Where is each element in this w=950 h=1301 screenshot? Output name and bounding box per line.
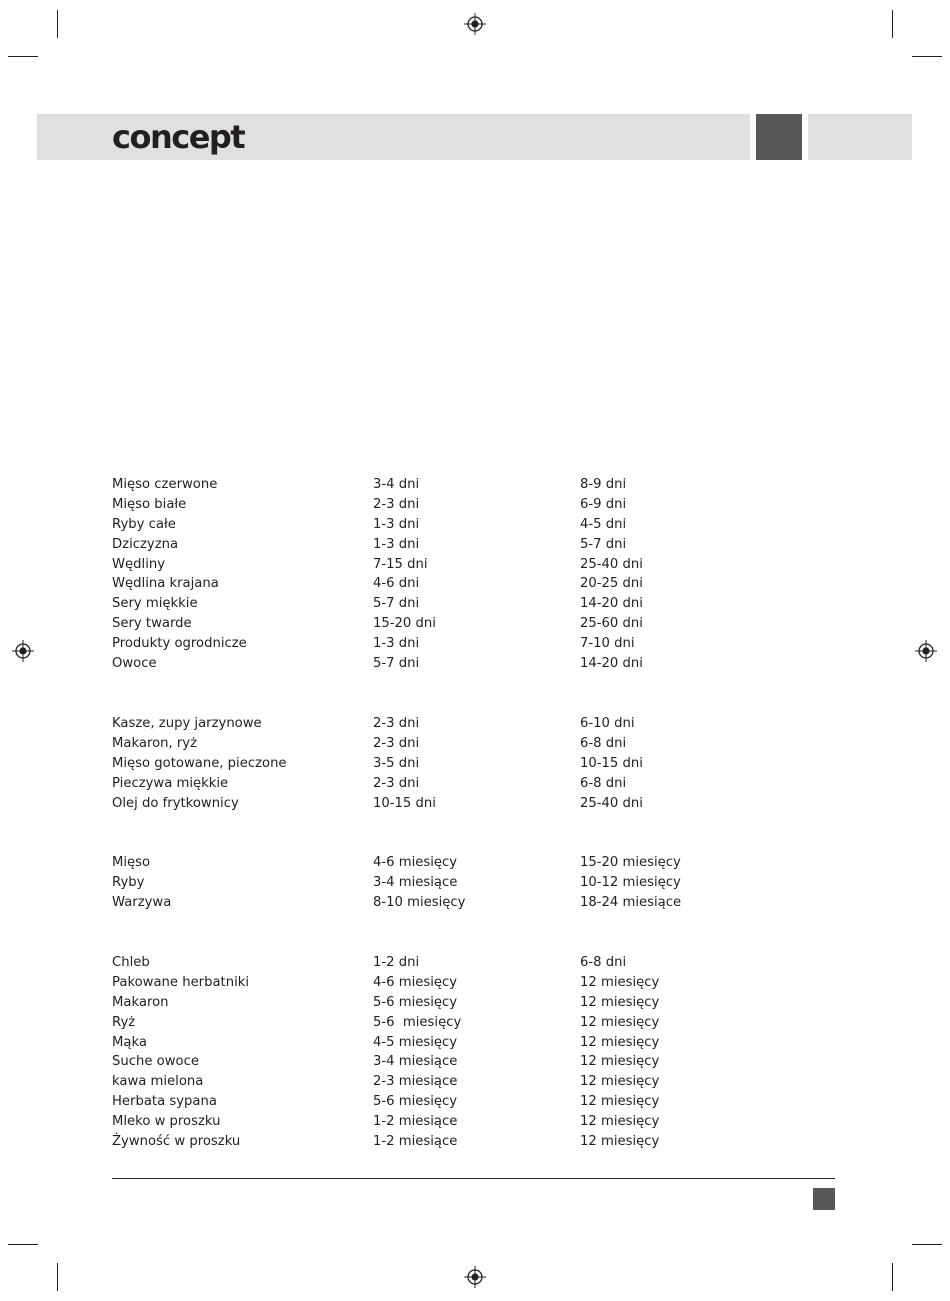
food-name: Mięso gotowane, pieczone	[112, 755, 287, 771]
food-name: Makaron	[112, 994, 169, 1010]
fridge-time: 15-20 dni	[373, 616, 436, 632]
table-row	[0, 475, 950, 495]
food-name: Ryby całe	[112, 516, 176, 532]
crop-mark	[8, 1244, 38, 1245]
crop-mark	[892, 10, 893, 38]
table-row	[0, 594, 950, 614]
table-row	[0, 973, 950, 993]
table-row	[0, 614, 950, 634]
food-name: Sery miękkie	[112, 596, 198, 612]
fridge-time: 3-5 dni	[373, 755, 420, 771]
fridge-time: 1-3 dni	[373, 516, 420, 532]
brand-logo: concept	[112, 118, 245, 156]
food-name: Żywność w proszku	[112, 1134, 241, 1150]
food-name: Produkty ogrodnicze	[112, 636, 247, 652]
vacuum-time: 6-8 dni	[580, 735, 627, 751]
vacuum-time: 8-9 dni	[580, 477, 627, 492]
food-name: Warzywa	[112, 894, 172, 910]
vacuum-time: 12 miesięcy	[580, 1014, 660, 1030]
table-row	[0, 1072, 950, 1092]
fridge-time: 1-3 dni	[373, 536, 420, 552]
vacuum-time: 6-10 dni	[580, 716, 635, 731]
food-name: Suche owoce	[112, 1054, 199, 1070]
header-tab	[756, 114, 802, 160]
table-row	[0, 774, 950, 794]
food-name: Mięso	[112, 855, 151, 870]
fridge-time: 5-6 miesięcy	[373, 994, 458, 1010]
storage-table-group	[0, 714, 950, 813]
table-row	[0, 754, 950, 774]
vacuum-time: 4-5 dni	[580, 516, 627, 532]
table-row	[0, 853, 950, 873]
table-row	[0, 873, 950, 893]
vacuum-time: 6-8 dni	[580, 955, 627, 970]
fridge-time: 4-6 miesięcy	[373, 855, 458, 870]
fridge-time: 3-4 miesiące	[373, 1054, 458, 1070]
vacuum-time: 20-25 dni	[580, 576, 643, 592]
fridge-time: 2-3 dni	[373, 775, 420, 791]
vacuum-time: 14-20 dni	[580, 656, 643, 672]
food-name: Herbata sypana	[112, 1094, 217, 1110]
table-row	[0, 953, 950, 973]
fridge-time: 4-5 miesięcy	[373, 1034, 458, 1050]
fridge-time: 1-3 dni	[373, 636, 420, 652]
vacuum-time: 6-9 dni	[580, 496, 627, 512]
food-name: Makaron, ryż	[112, 735, 198, 751]
food-name: Pieczywa miękkie	[112, 775, 229, 791]
food-name: Dziczyzna	[112, 536, 179, 552]
vacuum-time: 25-60 dni	[580, 616, 643, 632]
table-row	[0, 734, 950, 754]
fridge-time: 5-6 miesięcy	[373, 1014, 462, 1030]
registration-mark-icon	[464, 1266, 486, 1288]
fridge-time: 5-6 miesięcy	[373, 1094, 458, 1110]
food-name: Wędliny	[112, 556, 166, 572]
fridge-time: 4-6 miesięcy	[373, 974, 458, 990]
vacuum-time: 12 miesięcy	[580, 1134, 660, 1150]
food-name: Sery twarde	[112, 616, 192, 632]
vacuum-time: 5-7 dni	[580, 536, 627, 552]
table-row	[0, 1112, 950, 1132]
table-row	[0, 495, 950, 515]
fridge-time: 3-4 dni	[373, 477, 420, 492]
table-row	[0, 555, 950, 575]
vacuum-time: 25-40 dni	[580, 556, 643, 572]
page-marker	[813, 1188, 835, 1210]
vacuum-time: 14-20 dni	[580, 596, 643, 612]
storage-table-group	[0, 953, 950, 1152]
vacuum-time: 7-10 dni	[580, 636, 635, 652]
registration-mark-icon	[464, 13, 486, 35]
food-name: Kasze, zupy jarzynowe	[112, 716, 262, 731]
table-row	[0, 1013, 950, 1033]
table-row	[0, 794, 950, 814]
crop-mark	[912, 1244, 942, 1245]
fridge-time: 1-2 miesiące	[373, 1114, 458, 1130]
vacuum-time: 12 miesięcy	[580, 1074, 660, 1090]
fridge-time: 8-10 miesięcy	[373, 894, 466, 910]
fridge-time: 5-7 dni	[373, 596, 420, 612]
vacuum-time: 12 miesięcy	[580, 1114, 660, 1130]
food-name: Mięso białe	[112, 496, 187, 512]
table-row	[0, 1052, 950, 1072]
fridge-time: 7-15 dni	[373, 556, 428, 572]
food-name: Wędlina krajana	[112, 576, 219, 592]
crop-mark	[8, 56, 38, 57]
vacuum-time: 10-12 miesięcy	[580, 874, 681, 890]
vacuum-time: 15-20 miesięcy	[580, 855, 681, 870]
crop-mark	[57, 1263, 58, 1291]
food-name: Mąka	[112, 1034, 147, 1050]
fridge-time: 1-2 miesiące	[373, 1134, 458, 1150]
fridge-time: 2-3 dni	[373, 716, 420, 731]
crop-mark	[892, 1263, 893, 1291]
food-name: Mięso czerwone	[112, 477, 218, 492]
table-row	[0, 535, 950, 555]
table-row	[0, 1132, 950, 1152]
table-row	[0, 574, 950, 594]
vacuum-time: 12 miesięcy	[580, 994, 660, 1010]
table-row	[0, 634, 950, 654]
vacuum-time: 12 miesięcy	[580, 974, 660, 990]
vacuum-time: 12 miesięcy	[580, 1034, 660, 1050]
vacuum-time: 12 miesięcy	[580, 1054, 660, 1070]
food-name: Pakowane herbatniki	[112, 974, 250, 990]
crop-mark	[57, 10, 58, 38]
fridge-time: 2-3 miesiące	[373, 1074, 458, 1090]
food-name: Ryż	[112, 1014, 136, 1030]
table-row	[0, 1033, 950, 1053]
table-row	[0, 1092, 950, 1112]
header-bar-right	[808, 114, 912, 160]
table-row	[0, 993, 950, 1013]
fridge-time: 10-15 dni	[373, 795, 436, 811]
fridge-time: 2-3 dni	[373, 735, 420, 751]
table-row	[0, 515, 950, 535]
storage-table-group	[0, 853, 950, 913]
fridge-time: 5-7 dni	[373, 656, 420, 672]
vacuum-time: 12 miesięcy	[580, 1094, 660, 1110]
table-row	[0, 893, 950, 913]
food-name: Owoce	[112, 656, 157, 672]
food-name: kawa mielona	[112, 1074, 204, 1090]
food-name: Olej do frytkownicy	[112, 795, 239, 811]
table-row	[0, 654, 950, 674]
fridge-time: 4-6 dni	[373, 576, 420, 592]
storage-table-group	[0, 475, 950, 674]
vacuum-time: 6-8 dni	[580, 775, 627, 791]
vacuum-time: 18-24 miesiące	[580, 894, 682, 910]
food-name: Mleko w proszku	[112, 1114, 221, 1130]
food-name: Chleb	[112, 955, 150, 970]
crop-mark	[912, 56, 942, 57]
vacuum-time: 25-40 dni	[580, 795, 643, 811]
fridge-time: 1-2 dni	[373, 955, 420, 970]
fridge-time: 2-3 dni	[373, 496, 420, 512]
vacuum-time: 10-15 dni	[580, 755, 643, 771]
footer-divider	[112, 1178, 835, 1179]
food-name: Ryby	[112, 874, 145, 890]
table-row	[0, 714, 950, 734]
fridge-time: 3-4 miesiące	[373, 874, 458, 890]
